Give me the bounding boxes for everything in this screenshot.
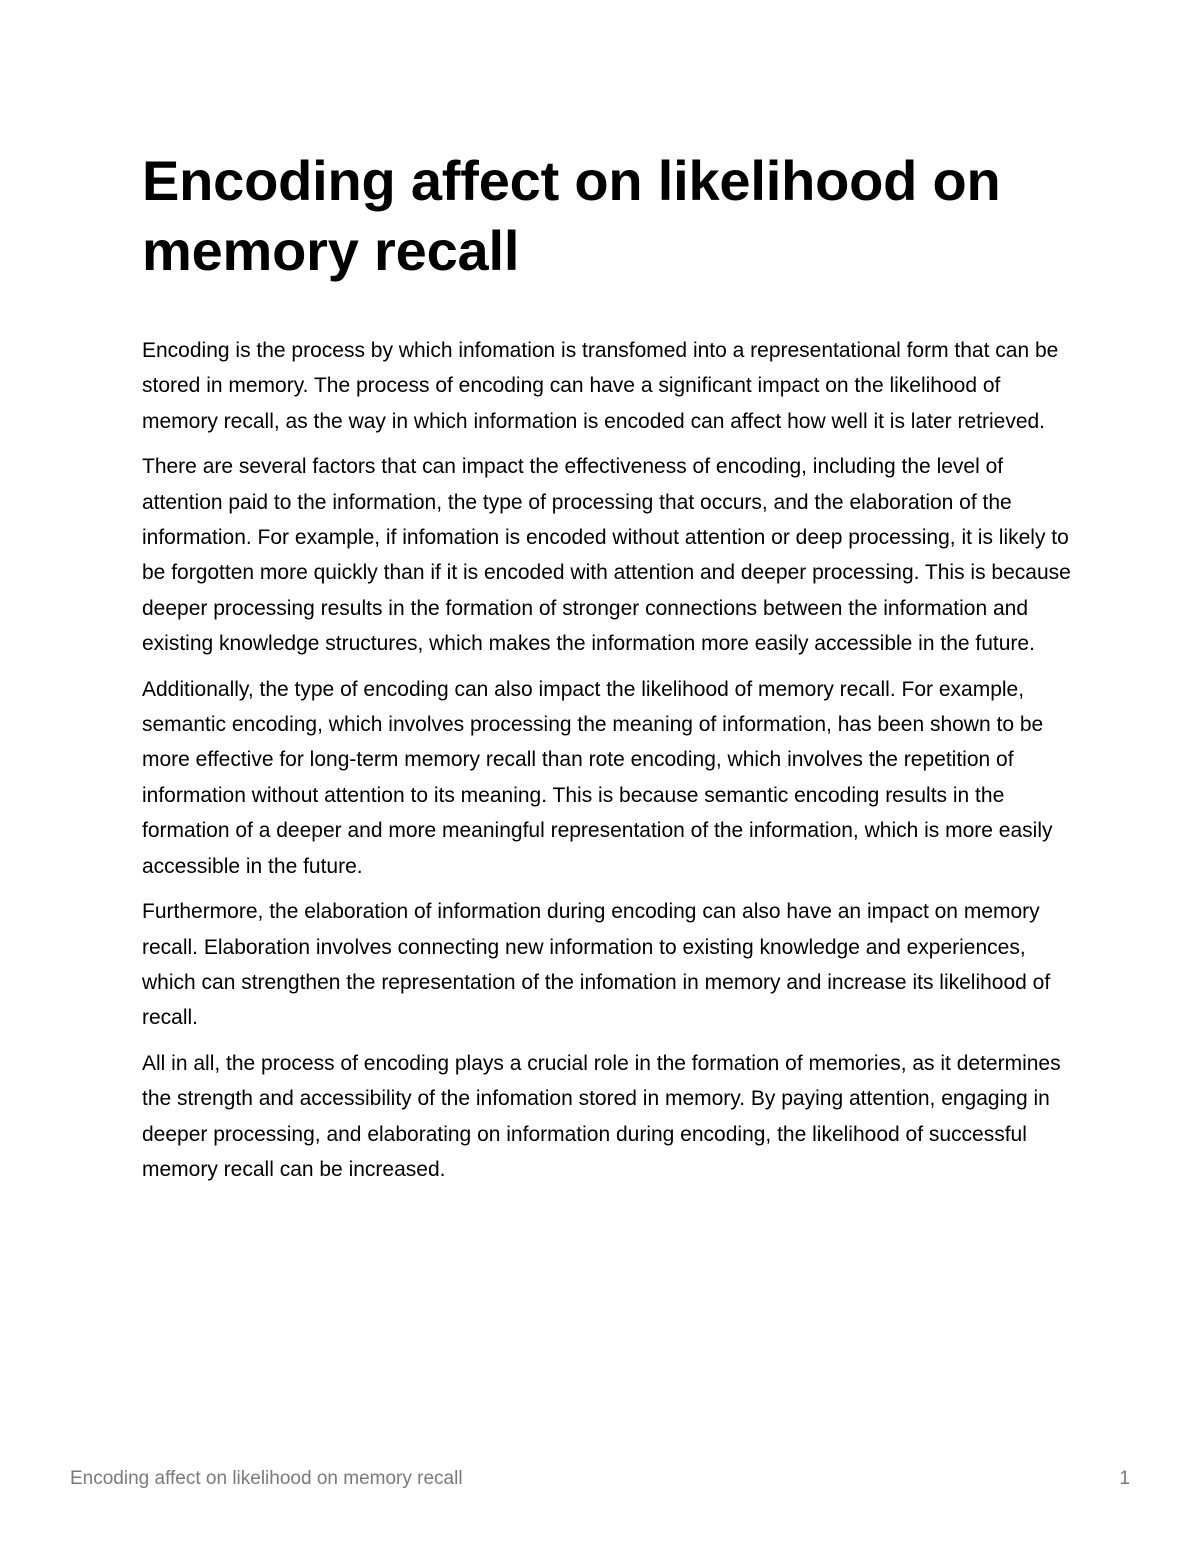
paragraph-elaboration: Furthermore, the elaboration of information during encoding can also have an impact on memory recall. Elaboration involves connecting new information to existing knowledge and experiences, which can strengthen the representation of the infomation in memory and increase its likelihood of recall. (142, 900, 1051, 1030)
page-footer (70, 1466, 1130, 1492)
document-title: Encoding affect on likelihood on memory recall (142, 149, 1001, 282)
paragraph-encoding-factors: There are several factors that can impact the effectiveness of encoding, including the level of attention paid to the information, the type of processing that occurs, and the elaboration of the information. For example, if infomation is encoded without attention or deep processing, it is likely to be forgotten more quickly than if it is encoded with attention and deeper processing. This is because deeper processing results in the formation of stronger connections between the information and existing knowledge structures, which makes the information more easily accessible in the future. (142, 455, 1071, 656)
paragraph-conclusion: All in all, the process of encoding plays a crucial role in the formation of memories, as it determines the strength and accessibility of the infomation stored in memory. By paying attention, engaging in deeper processing, and elaborating on information during encoding, the likelihood of successful memory recall can be increased. (142, 1051, 1061, 1181)
page-number: 1 (1119, 1468, 1130, 1489)
document-content (142, 146, 1072, 1187)
footer-title: Encoding affect on likelihood on memory recall (70, 1468, 463, 1489)
paragraph-encoding-types: Additionally, the type of encoding can also impact the likelihood of memory recall. For example, semantic encoding, which involves processing the meaning of information, has been shown to be more effective for long-term memory recall than rote encoding, which involves the repetition of information without attention to its meaning. This is because semantic encoding results in the formation of a deeper and more meaningful representation of the information, which is more easily accessible in the future. (142, 677, 1053, 878)
paragraph-encoding-definition: Encoding is the process by which infomation is transfomed into a representational form that can be stored in memory. The process of encoding can have a significant impact on the likelihood of memory recall, as the way in which information is encoded can affect how well it is later retrieved. (142, 339, 1059, 433)
